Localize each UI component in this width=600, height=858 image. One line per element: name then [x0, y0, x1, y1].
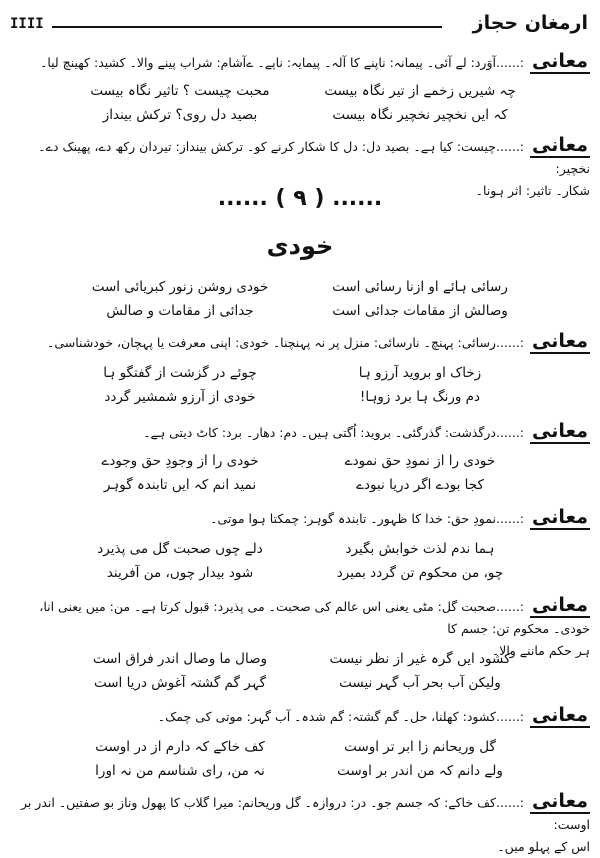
gloss-text: :......صحبت گل: مٹی یعنی اس عالم کی صحبت۔ می پذیرد: قبول کرتا ہے۔ من: میں یعنی انا، خودی۔ محکوم تن: جسم کا: [39, 599, 590, 636]
couplet-2-line-1: [10, 276, 590, 298]
gloss-text: :......نمودِ حق: خدا کا ظہور۔ تابندہ گوہر: چمکتا ہوا موتی۔: [210, 511, 525, 526]
hemistich: نمید انم کہ ایں تابندہ گوہر: [103, 477, 257, 493]
page-number: IIII: [10, 16, 44, 32]
gloss-8: [10, 790, 590, 858]
gloss-text: :......چیست: کیا ہے۔ بصید دل: دل کا شکار کرنے کو۔ ترکش بینداز: تیردان رکھ دے، پھینک دے۔ نخچیر:: [38, 139, 590, 176]
gloss-5: [10, 506, 590, 530]
maani-label: معانی: [532, 790, 588, 812]
hemistich: وصالش از مقامات جدائی است: [332, 303, 508, 319]
maani-label: معانی: [532, 506, 588, 528]
page-header: [8, 8, 592, 42]
gloss-1: [10, 50, 590, 74]
gloss-text-continued: ہر حکم ماننے والا۔: [491, 643, 590, 658]
poem-title: خودی: [266, 232, 334, 260]
hemistich: ولے دانم کہ من اندر بر اوست: [337, 763, 503, 779]
hemistich: گہر گم گشتہ آغوش دریا است: [93, 675, 267, 691]
hemistich: جدائی از مقامات و صالش: [106, 303, 254, 319]
hemistich: خودی از آرزو شمشیر گردد: [104, 389, 256, 405]
hemistich: بصید دل روی؟ ترکش بینداز: [102, 107, 258, 123]
couplet-1-line-1: [10, 80, 590, 102]
hemistich: کف خاکے کہ دارم از در اوست: [95, 739, 265, 755]
hemistich: وصال ما وصال اندر فراق است: [92, 651, 268, 667]
gloss-3: [10, 330, 590, 354]
couplet-4-line-1: [10, 450, 590, 472]
couplet-5-line-1: [10, 538, 590, 560]
hemistich: محبت چیست ؟ تاثیر نگاہ بیست: [90, 83, 270, 99]
maani-label: معانی: [532, 420, 588, 442]
gloss-text: :......رسائی: پہنچ۔ نارسائی: منزل پر نہ پہنچنا۔ خودی: اپنی معرفت یا پہچان، خودشناسی۔: [47, 335, 525, 350]
gloss-text: :......کشود: کھلنا، حل۔ گم گشتہ: گم شدہ۔ آب گہر: موتی کی چمک۔: [157, 709, 525, 724]
hemistich: ولیکن آب بحر آب گہر نیست: [339, 675, 501, 691]
hemistich: ہما ندم لذت خوابش بگیرد: [345, 541, 495, 557]
hemistich: کجا بودے اگر دریا نبودے: [356, 477, 484, 493]
gloss-text: :......کف خاکے: کہ جسم جو۔ در: دروازہ۔ گل وریحانم: میرا گلاب کا پھول وناز بو صفتیں۔ اندر بر اوست:: [20, 795, 590, 832]
hemistich: چوئے در گزشت از گفتگو ہا: [103, 365, 257, 381]
hemistich: رسائی ہائے او ازنا رسائی است: [332, 279, 508, 295]
maani-label: معانی: [532, 134, 588, 156]
couplet-4-line-2: [10, 474, 590, 496]
hemistich: خودی را از وجودِ حق وجودے: [101, 453, 259, 469]
hemistich: نہ من، رای شناسم من نہ اورا: [95, 763, 265, 779]
couplet-7-line-2: [10, 760, 590, 782]
couplet-6-line-2: [10, 672, 590, 694]
hemistich: گل وریحانم زا ابر تر اوست: [344, 739, 496, 755]
hemistich: چو، من محکوم تن گردد بمیرد: [336, 565, 504, 581]
gloss-text-continued: اس کے پہلو میں۔: [497, 839, 590, 854]
gloss-7: [10, 704, 590, 728]
hemistich: چہ شیریں زخمے از تیر نگاہ بیست: [324, 83, 516, 99]
hemistich: کشود ایں گرہ غیر از نظر نیست: [329, 651, 511, 667]
maani-label: معانی: [532, 704, 588, 726]
maani-label: معانی: [532, 330, 588, 352]
hemistich: خودی را از نمودِ حق نمودے: [344, 453, 496, 469]
section-number: ...... ( ۹ ) ......: [217, 186, 383, 211]
book-title: ارمغان حجاز: [472, 12, 588, 34]
header-rule: [52, 26, 442, 28]
hemistich: شود بیدار چوں، من آفریند: [106, 565, 254, 581]
couplet-3-line-1: [10, 362, 590, 384]
maani-label: معانی: [532, 50, 588, 72]
couplet-2-line-2: [10, 300, 590, 322]
maani-label: معانی: [532, 594, 588, 616]
couplet-3-line-2: [10, 386, 590, 408]
hemistich: دم ورنگ ہا برد زوہا!: [359, 389, 481, 405]
couplet-1-line-2: [10, 104, 590, 126]
hemistich: خودی روشن زنور کبریائی است: [91, 279, 269, 295]
couplet-6-line-1: [10, 648, 590, 670]
hemistich: کہ ایں نخچیر نخچیر نگاہ بیست: [332, 107, 508, 123]
gloss-text: :......آوَرد: لے آئی۔ پیمانہ: ناپنے کا آلہ۔ پیمایہ: ناپے۔ ےآشام: شراب پینے والا۔ کشید: کھینچ لیا۔: [40, 55, 525, 70]
gloss-text-continued: شکار۔ تاثیر: اثر ہونا۔: [475, 183, 590, 198]
hemistich: زخاک او بروید آرزو ہا: [358, 365, 482, 381]
gloss-4: [10, 420, 590, 444]
couplet-5-line-2: [10, 562, 590, 584]
couplet-7-line-1: [10, 736, 590, 758]
gloss-text: :......درگذشت: گذرگئی۔ بروید: اُگتی ہیں۔ دم: دھار۔ برد: کاٹ دیتی ہے۔: [143, 425, 525, 440]
hemistich: دلے چوں صحبت گل می پذیرد: [97, 541, 263, 557]
